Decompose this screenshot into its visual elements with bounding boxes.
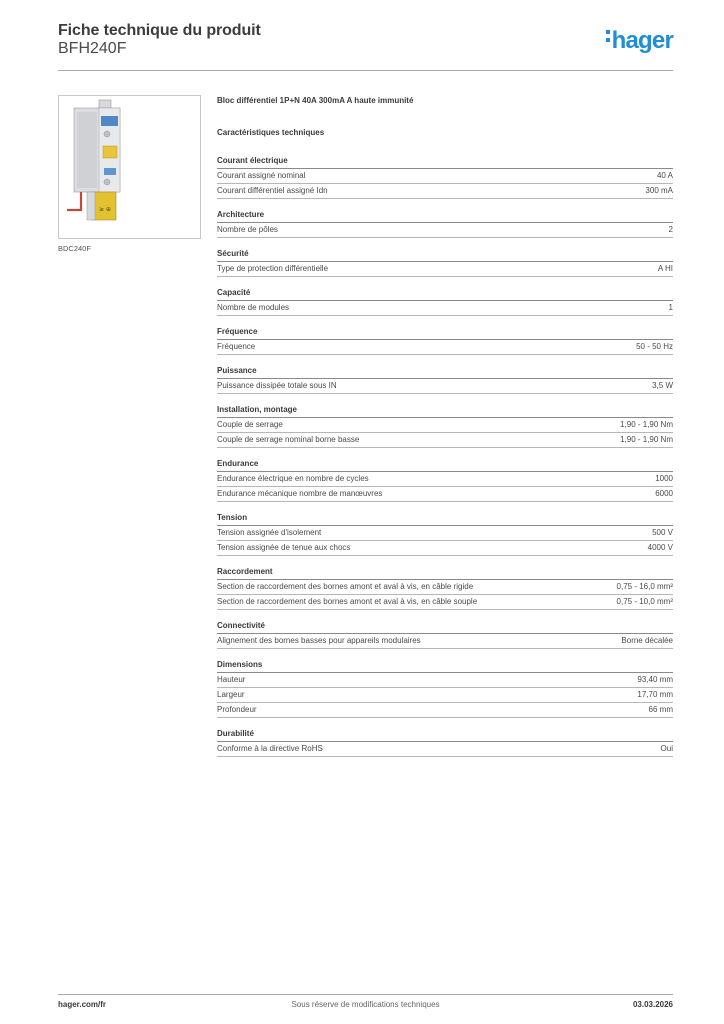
spec-group (217, 727, 673, 757)
spec-value: 500 V (652, 528, 673, 537)
spec-label: Endurance mécanique nombre de manœuvres (217, 489, 383, 498)
spec-row (217, 703, 673, 718)
spec-group-title: Durabilité (217, 727, 673, 742)
spec-row (217, 526, 673, 541)
spec-row (217, 673, 673, 688)
spec-row (217, 595, 673, 610)
spec-label: Courant différentiel assigné Idn (217, 186, 328, 195)
page-footer (58, 994, 673, 1011)
spec-label: Courant assigné nominal (217, 171, 306, 180)
spec-label: Couple de serrage (217, 420, 283, 429)
spec-value: 17,70 mm (637, 690, 673, 699)
logo-text: hager (611, 27, 673, 54)
footer-date: 03.03.2026 (632, 1000, 673, 1009)
spec-value: 6000 (655, 489, 673, 498)
spec-group (217, 619, 673, 649)
spec-group (217, 286, 673, 316)
spec-group (217, 403, 673, 448)
spec-row (217, 541, 673, 556)
spec-group (217, 325, 673, 355)
spec-row (217, 487, 673, 502)
spec-value: 2 (668, 225, 673, 234)
spec-value: 3,5 W (652, 381, 673, 390)
product-illustration (59, 96, 200, 238)
spec-value: A HI (657, 264, 673, 273)
spec-group-title: Dimensions (217, 658, 673, 673)
spec-value: 300 mA (645, 186, 673, 195)
spec-group-title: Capacité (217, 286, 673, 301)
spec-label: Fréquence (217, 342, 256, 351)
spec-group-title: Tension (217, 511, 673, 526)
spec-value: 1000 (655, 474, 673, 483)
spec-group (217, 247, 673, 277)
spec-row (217, 184, 673, 199)
spec-group-title: Courant électrique (217, 154, 673, 169)
spec-row (217, 433, 673, 448)
spec-row (217, 340, 673, 355)
hager-logo (606, 28, 673, 54)
spec-group (217, 658, 673, 718)
spec-label: Section de raccordement des bornes amont et aval à vis, en câble souple (217, 597, 478, 606)
product-reference: BFH240F (58, 40, 127, 57)
spec-label: Tension assignée d'isolement (217, 528, 322, 537)
spec-label: Section de raccordement des bornes amont et aval à vis, en câble rigide (217, 582, 474, 591)
spec-label: Nombre de pôles (217, 225, 278, 234)
spec-group-title: Endurance (217, 457, 673, 472)
spec-value: Borne décalée (621, 636, 673, 645)
image-caption: BDC240F (58, 244, 91, 253)
logo-colon-icon (606, 26, 610, 46)
spec-group (217, 511, 673, 556)
product-image (58, 95, 201, 239)
spec-row (217, 169, 673, 184)
spec-row (217, 688, 673, 703)
spec-value: 50 - 50 Hz (636, 342, 673, 351)
spec-value: 0,75 - 10,0 mm² (616, 597, 673, 606)
spec-row (217, 223, 673, 238)
spec-row (217, 742, 673, 757)
footer-disclaimer: Sous réserve de modifications techniques (291, 1000, 440, 1009)
footer-website: hager.com/fr (58, 1000, 107, 1009)
spec-row (217, 418, 673, 433)
spec-label: Nombre de modules (217, 303, 290, 312)
spec-group-title: Connectivité (217, 619, 673, 634)
spec-value: 1,90 - 1,90 Nm (620, 420, 673, 429)
spec-value: 1,90 - 1,90 Nm (620, 435, 673, 444)
spec-group (217, 565, 673, 610)
spec-group-title: Architecture (217, 208, 673, 223)
spec-label: Conforme à la directive RoHS (217, 744, 323, 753)
specs-heading: Caractéristiques techniques (217, 128, 325, 137)
spec-row (217, 379, 673, 394)
spec-group-title: Fréquence (217, 325, 673, 340)
spec-value: 1 (668, 303, 673, 312)
spec-value: 93,40 mm (637, 675, 673, 684)
spec-group (217, 208, 673, 238)
spec-label: Endurance électrique en nombre de cycles (217, 474, 369, 483)
spec-value: Oui (660, 744, 673, 753)
document-title: Fiche technique du produit (58, 22, 261, 39)
specifications-section (217, 96, 673, 766)
spec-group-title: Puissance (217, 364, 673, 379)
spec-group (217, 457, 673, 502)
product-name: Bloc différentiel 1P+N 40A 300mA A haute immunité (217, 96, 414, 105)
spec-value: 0,75 - 16,0 mm² (616, 582, 673, 591)
spec-row (217, 634, 673, 649)
spec-label: Type de protection différentielle (217, 264, 329, 273)
page-header (58, 20, 673, 71)
spec-row (217, 472, 673, 487)
spec-row (217, 580, 673, 595)
spec-group-title: Sécurité (217, 247, 673, 262)
spec-value: 40 A (656, 171, 673, 180)
spec-group (217, 154, 673, 199)
spec-label: Hauteur (217, 675, 246, 684)
spec-group (217, 364, 673, 394)
spec-label: Alignement des bornes basses pour appareils modulaires (217, 636, 421, 645)
svg-text:≥ ⊕: ≥ ⊕ (99, 206, 111, 213)
spec-label: Profondeur (217, 705, 257, 714)
spec-value: 4000 V (647, 543, 673, 552)
spec-label: Couple de serrage nominal borne basse (217, 435, 360, 444)
spec-group-title: Installation, montage (217, 403, 673, 418)
spec-value: 66 mm (648, 705, 673, 714)
spec-group-title: Raccordement (217, 565, 673, 580)
spec-label: Largeur (217, 690, 245, 699)
spec-label: Puissance dissipée totale sous IN (217, 381, 337, 390)
spec-row (217, 262, 673, 277)
spec-groups (217, 154, 673, 757)
spec-row (217, 301, 673, 316)
spec-label: Tension assignée de tenue aux chocs (217, 543, 351, 552)
